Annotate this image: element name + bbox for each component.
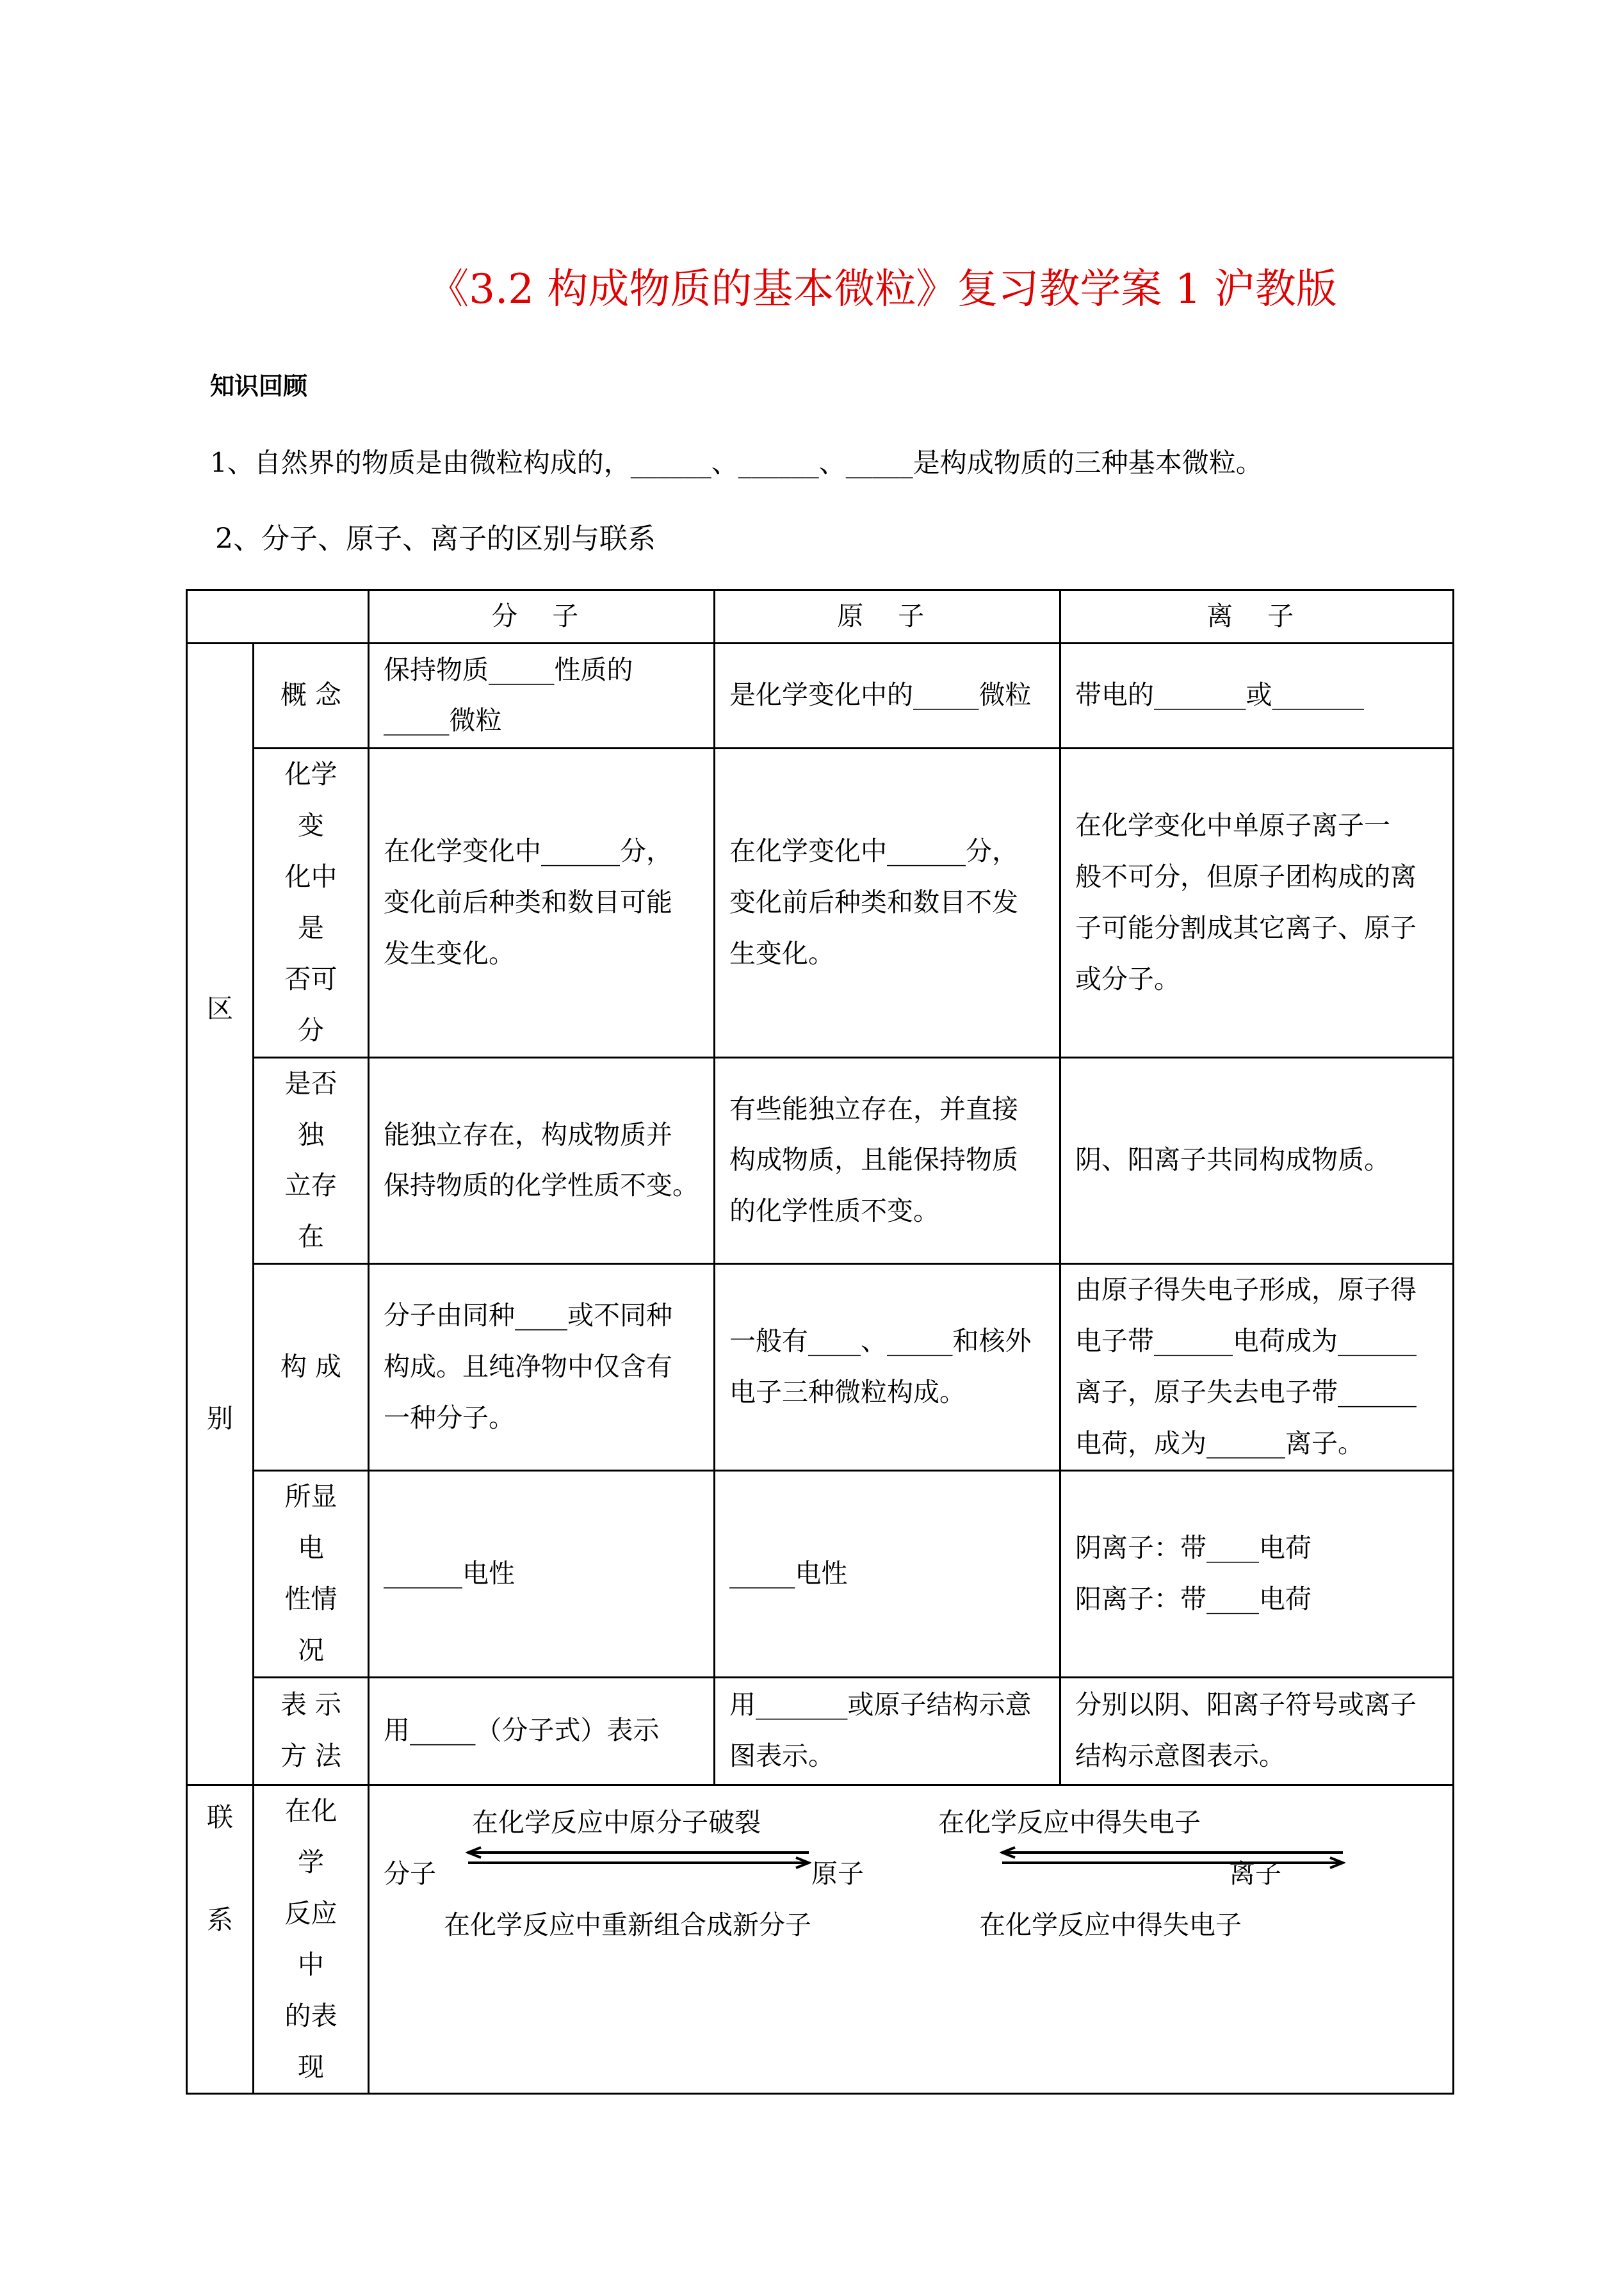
group-label-distinction: 区 别 <box>187 643 254 1785</box>
comparison-table <box>186 589 1454 2095</box>
double-arrow-icon <box>1000 1846 1345 1872</box>
row-label: 化学 变 化中 是 否可 分 <box>254 748 369 1057</box>
group-label-relation: 联 系 <box>187 1785 254 2094</box>
cell-ion: 阴、阳离子共同构成物质。 <box>1060 1057 1454 1264</box>
relation-ion-label: 离子 <box>1229 1858 1281 1889</box>
relation-molecule-label: 分子 <box>384 1858 436 1889</box>
cell-ion: 分别以阴、阳离子符号或离子 结构示意图表示。 <box>1060 1677 1454 1785</box>
relation-left-bottom-text: 在化学反应中重新组合成新分子 <box>444 1909 811 1940</box>
cell-molecule: 能独立存在，构成物质并 保持物质的化学性质不变。 <box>369 1057 715 1264</box>
relation-diagram <box>369 1786 1452 2088</box>
row-label: 是否 独 立存 在 <box>254 1057 369 1264</box>
row-label: 表 示 方 法 <box>254 1677 369 1785</box>
cell-ion: 在化学变化中单原子离子一 般不可分，但原子团构成的离 子可能分割成其它离子、原子 或分子。 <box>1060 748 1454 1057</box>
relation-right-bottom-text: 在化学反应中得失电子 <box>979 1909 1242 1940</box>
double-arrow-icon <box>466 1846 811 1872</box>
table-row <box>187 1471 1454 1678</box>
table-header-row <box>187 590 1454 644</box>
header-empty-cell <box>187 590 369 644</box>
cell-atom: 用_______或原子结构示意 图表示。 <box>715 1677 1060 1785</box>
cell-atom: 有些能独立存在，并直接 构成物质，且能保持物质 的化学性质不变。 <box>715 1057 1060 1264</box>
header-molecule: 分 子 <box>369 590 715 644</box>
document-title: 《3.2 构成物质的基本微粒》复习教学案 1 沪教版 <box>428 266 1337 313</box>
header-ion: 离 子 <box>1060 590 1454 644</box>
cell-ion: 带电的_______或_______ <box>1060 643 1454 748</box>
cell-ion: 阴离子：带____电荷 阳离子：带____电荷 <box>1060 1471 1454 1678</box>
row-label: 构 成 <box>254 1264 369 1471</box>
question-2: 2、分子、原子、离子的区别与联系 <box>215 523 656 555</box>
relation-right-top-text: 在化学反应中得失电子 <box>938 1806 1201 1838</box>
table-row-relation <box>187 1785 1454 2094</box>
cell-molecule: 保持物质_____性质的 _____微粒 <box>369 643 715 748</box>
cell-molecule: 用_____（分子式）表示 <box>369 1677 715 1785</box>
section-heading: 知识回顾 <box>210 371 308 400</box>
cell-molecule: 在化学变化中______分， 变化前后种类和数目可能 发生变化。 <box>369 748 715 1057</box>
row-label: 所显 电 性情 况 <box>254 1471 369 1678</box>
cell-atom: _____电性 <box>715 1471 1060 1678</box>
row-label: 在化 学 反应 中 的表 现 <box>254 1785 369 2094</box>
cell-molecule: 分子由同种____或不同种 构成。且纯净物中仅含有 一种分子。 <box>369 1264 715 1471</box>
cell-atom: 在化学变化中______分， 变化前后种类和数目不发 生变化。 <box>715 748 1060 1057</box>
table-row <box>187 748 1454 1057</box>
relation-left-top-text: 在化学反应中原分子破裂 <box>472 1806 761 1838</box>
header-atom: 原 子 <box>715 590 1060 644</box>
cell-molecule: ______电性 <box>369 1471 715 1678</box>
table-row <box>187 1677 1454 1785</box>
cell-ion: 由原子得失电子形成，原子得 电子带______电荷成为______ 离子，原子失去电子带______ 电荷，成为______离子。 <box>1060 1264 1454 1471</box>
cell-atom: 是化学变化中的_____微粒 <box>715 643 1060 748</box>
table-row <box>187 643 1454 748</box>
table-row <box>187 1264 1454 1471</box>
row-label: 概 念 <box>254 643 369 748</box>
cell-atom: 一般有____、_____和核外 电子三种微粒构成。 <box>715 1264 1060 1471</box>
relation-diagram-cell <box>369 1785 1454 2094</box>
table-row <box>187 1057 1454 1264</box>
relation-atom-label: 原子 <box>811 1858 864 1889</box>
question-1: 1、自然界的物质是由微粒构成的，______、______、_____是构成物质的三种基本微粒。 <box>210 447 1263 478</box>
